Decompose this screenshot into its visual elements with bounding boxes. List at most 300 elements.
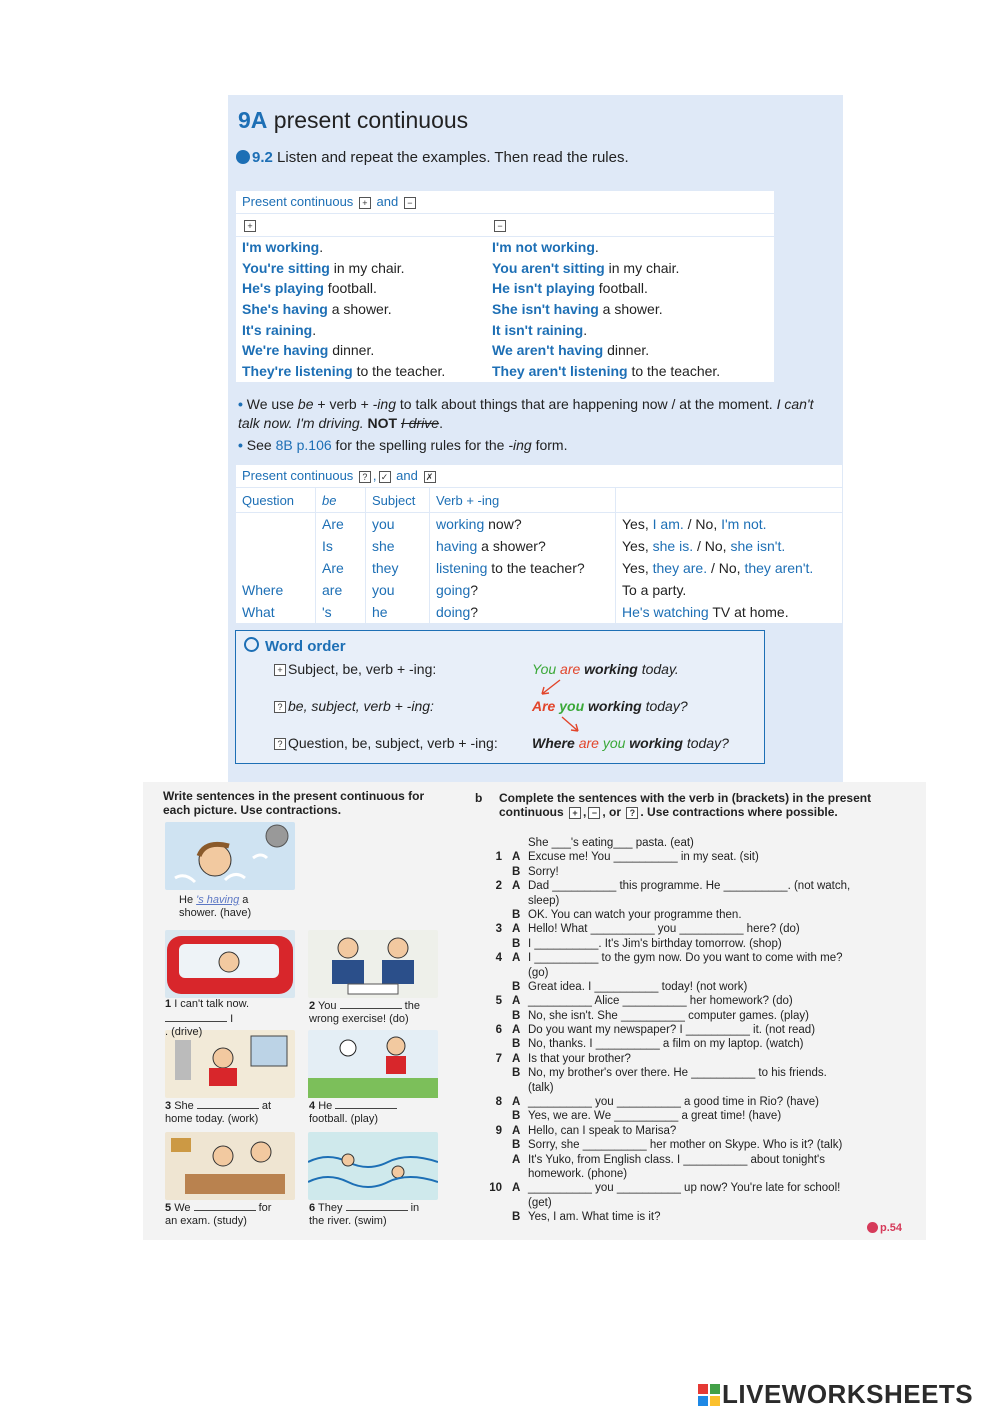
office-illustration: [165, 1030, 295, 1098]
caption-text: the river. (swim): [309, 1215, 387, 1227]
ex-word: you: [602, 735, 626, 751]
caption-text: . (drive): [165, 1026, 203, 1038]
study-illustration: [165, 1132, 295, 1200]
exercise-line: [488, 1210, 913, 1224]
table-header: Present continuous ? , ✓ and ✗: [236, 465, 842, 487]
cell-s: [366, 557, 430, 579]
positive-column: [236, 237, 486, 382]
negative-example: [492, 299, 736, 320]
question-number: 10: [489, 1182, 502, 1195]
plus-box-icon: +: [244, 220, 256, 232]
sign-row: [236, 214, 774, 237]
example-rest: a shower.: [598, 301, 663, 318]
cell-be: [316, 579, 366, 601]
exercise-line: [488, 1037, 913, 1051]
answer-blank[interactable]: [335, 1098, 397, 1109]
audio-ref: 9.2: [252, 149, 273, 166]
answer-blank[interactable]: [165, 1011, 227, 1022]
exercise-line: [488, 1167, 913, 1181]
line-text: Do you want my newspaper? I __________ it. (not read): [528, 1024, 816, 1037]
answer-part: Yes,: [622, 560, 653, 576]
picture-caption-3: [165, 1098, 305, 1126]
example-caption: [179, 894, 289, 920]
answer-part: / No,: [707, 560, 745, 576]
verb-phrase: It isn't raining: [492, 321, 584, 338]
exercise-line: [488, 922, 913, 936]
example-rest: .: [319, 239, 324, 255]
answer-blank[interactable]: [346, 1200, 408, 1211]
line-text: Sorry, she __________ her mother on Skype. Who is it? (talk): [528, 1139, 843, 1152]
instruction-text: , or: [602, 805, 622, 819]
exercise-line: [488, 1138, 913, 1152]
answer-part: I am.: [652, 516, 684, 532]
line-text: No, she isn't. She __________ computer games. (play): [528, 1009, 809, 1022]
question-number: 6: [495, 1024, 502, 1037]
speaker-label: B: [512, 1067, 521, 1080]
cell-s: [366, 513, 430, 536]
speaker-label: B: [512, 1139, 521, 1152]
speaker-label: A: [512, 880, 521, 893]
verb-phrase: We aren't having: [492, 342, 604, 359]
ex-word: are: [578, 735, 599, 751]
negative-example: [492, 361, 736, 382]
word-order-rule-1: [272, 661, 436, 677]
verb-ing: having: [436, 538, 478, 554]
caption-text: a shower. (have): [179, 894, 252, 919]
line-text: OK. You can watch your programme then.: [528, 908, 742, 921]
exercise-line: [488, 1181, 913, 1195]
word-order-example-1: [532, 661, 679, 677]
shower-picture: [165, 822, 295, 890]
table-row: [236, 535, 842, 557]
rule-text: form.: [531, 437, 568, 453]
cell-verb: [430, 513, 616, 536]
question-number: 4: [495, 952, 502, 965]
ex-word: today?: [645, 698, 688, 714]
exercise-letter: b: [475, 791, 483, 805]
positive-example: [242, 258, 486, 279]
cell-be: [316, 601, 366, 623]
cell-be: [316, 513, 366, 536]
cell-s: [366, 601, 430, 623]
cell-answer: [616, 579, 843, 601]
picture-caption-5: [165, 1200, 305, 1228]
positive-example: [242, 299, 486, 320]
exercise-line: [488, 937, 913, 951]
rule-text: Question, be, subject, verb + -ing:: [288, 735, 498, 751]
unit-topic: present continuous: [273, 107, 469, 133]
example-rest: to the teacher.: [627, 363, 721, 380]
cell-text: Is: [322, 538, 333, 554]
example-rest: dinner.: [603, 342, 650, 359]
item-number: 2: [309, 1000, 316, 1012]
ex-word: working: [584, 661, 638, 677]
exercise-line: [488, 836, 913, 850]
plus-box-icon: +: [569, 807, 581, 819]
picture-1: [165, 930, 295, 998]
cell-text: Are: [322, 560, 344, 576]
speaker-label: A: [512, 1124, 521, 1137]
ex-word: Where: [532, 735, 575, 751]
logo-text: LIVEWORKSHEETS: [722, 1379, 974, 1409]
cell-text: you: [372, 582, 395, 598]
picture-caption-1: [165, 998, 305, 1039]
speaker-label: B: [512, 908, 521, 921]
picture-caption-4: [309, 1098, 449, 1126]
line-text: Dad __________ this programme. He __________. (not watch,: [528, 880, 851, 893]
picture-2: [308, 930, 438, 998]
word-order-example-3: [532, 735, 729, 751]
question-number: 2: [495, 880, 502, 893]
exercise-line: [488, 850, 913, 864]
question-box-icon: ?: [274, 701, 286, 713]
speaker-label: B: [512, 1038, 521, 1051]
table-row: [236, 513, 842, 536]
line-text: I __________. It's Jim's birthday tomorrow. (shop): [528, 937, 782, 950]
ex-word: working: [629, 735, 683, 751]
answer-part: He's watching: [622, 604, 709, 620]
instruction-text: Complete the sentences with the verb in (brackets) in the present continuous: [499, 791, 872, 819]
positive-negative-table: [236, 191, 774, 382]
word-order-rule-3: [272, 735, 498, 751]
speaker-label: A: [512, 995, 521, 1008]
example-rest: .: [594, 239, 599, 255]
exercise-line: [488, 951, 913, 965]
caption-text: wrong exercise! (do): [309, 1013, 409, 1025]
rule-not: NOT: [367, 415, 398, 431]
cell-be: [316, 557, 366, 579]
cell-answer: [616, 535, 843, 557]
exercise-line: [488, 994, 913, 1008]
football-illustration: [308, 1030, 438, 1098]
line-text: homework. (phone): [528, 1167, 628, 1180]
answer-part: Yes,: [622, 538, 653, 554]
table-row: [236, 557, 842, 579]
cell-text: What: [242, 604, 275, 620]
negative-example: [492, 340, 736, 361]
plus-box-icon: +: [274, 664, 286, 676]
line-text: Hello, can I speak to Marisa?: [528, 1124, 677, 1137]
question-box-icon: ?: [274, 738, 286, 750]
caption-text: at: [261, 1100, 272, 1112]
exercise-panel: [143, 782, 926, 1240]
rule-text: be: [297, 396, 314, 412]
minus-box-icon: −: [494, 220, 506, 232]
students-illustration: [308, 930, 438, 998]
example-rest: in my chair.: [604, 259, 680, 276]
speaker-label: A: [512, 1182, 521, 1195]
speaker-label: A: [512, 923, 521, 936]
line-text: (talk): [528, 1081, 554, 1094]
rule-text: for the spelling rules for the: [331, 437, 509, 453]
page-reference-badge[interactable]: [867, 1222, 902, 1234]
word-order-title-text: Word order: [265, 638, 346, 655]
exercise-line: [488, 879, 913, 893]
verb-ing: going: [436, 582, 471, 598]
caption-text: for: [258, 1202, 272, 1214]
cell-verb: [430, 535, 616, 557]
arrow-left-icon: [867, 1222, 878, 1233]
question-number: 3: [495, 923, 502, 936]
caption-text: an exam. (study): [165, 1215, 247, 1227]
rule-text: + verb +: [313, 396, 373, 412]
line-text: I __________ to the gym now. Do you want to come with me?: [528, 952, 843, 965]
verb-rest: a shower?: [477, 538, 546, 554]
liveworksheets-logo: [698, 1379, 973, 1410]
verb-phrase: It's raining: [242, 321, 313, 338]
grammar-panel: [228, 95, 843, 785]
line-text: __________ Alice __________ her homework? (do): [528, 995, 793, 1008]
cell-q: [236, 601, 316, 623]
minus-box-icon: −: [404, 197, 416, 209]
speaker-label: A: [512, 1052, 521, 1065]
line-text: Yes, we are. We __________ a great time! (have): [528, 1110, 782, 1123]
caption-text: He: [318, 1100, 333, 1112]
answer-blank[interactable]: [194, 1200, 256, 1211]
page-reference-link[interactable]: 8B p.106: [275, 437, 332, 453]
cell-answer: [616, 513, 843, 536]
header-and: and: [376, 194, 399, 209]
col-subject: Subject: [366, 488, 430, 513]
col-be: be: [316, 488, 366, 513]
instruction-text: Listen and repeat the examples. Then read the rules.: [277, 149, 629, 166]
cell-text: she: [372, 538, 395, 554]
word-order-box: [235, 630, 765, 764]
logo-icon: [698, 1384, 720, 1406]
word-order-title: [244, 637, 346, 655]
word-order-rule-2: [272, 698, 434, 714]
cross-box-icon: ✗: [424, 471, 436, 483]
example-rest: to the teacher.: [352, 363, 446, 380]
rule-text: See: [246, 437, 276, 453]
item-number: 6: [309, 1202, 316, 1214]
speaker-label: A: [512, 1153, 521, 1166]
negative-example: [492, 278, 736, 299]
line-text: Great idea. I __________ today! (not work): [528, 980, 748, 993]
plus-box-icon: +: [359, 197, 371, 209]
bullet-icon: •: [238, 437, 243, 453]
cell-verb: [430, 557, 616, 579]
line-text: It's Yuko, from English class. I __________ about tonight's: [528, 1153, 825, 1166]
negative-example: [492, 320, 736, 341]
exercise-b-instruction: Complete the sentences with the verb in (brackets) in the present continuous + , − , or ? . Use contractions where possible.: [499, 791, 872, 819]
exercise-line: [488, 1124, 913, 1138]
exercise-line: [488, 1081, 913, 1095]
exercise-line: [488, 865, 913, 879]
verb-phrase: I'm working: [242, 239, 320, 255]
line-text: No, my brother's over there. He __________ to his friends.: [528, 1067, 827, 1080]
speaker-label: A: [512, 952, 521, 965]
cell-q: [236, 535, 316, 557]
picture-caption-6: [309, 1200, 449, 1228]
ex-word: Are: [532, 698, 556, 714]
line-text: (get): [528, 1196, 552, 1209]
rule-text: to talk about things that are happening now / at the moment.: [396, 396, 777, 412]
answer-part: / No,: [683, 516, 722, 532]
rules: [238, 395, 828, 455]
question-table: [236, 465, 842, 623]
exercise-a-instruction: [163, 789, 453, 817]
arrow-icon: [536, 678, 566, 698]
cell-text: 's: [322, 604, 332, 620]
negative-sign-cell: [486, 214, 736, 236]
answer-part: Yes,: [622, 516, 653, 532]
verb-rest: ?: [470, 582, 479, 598]
word-order-example-2: [532, 698, 688, 714]
example-rest: football.: [594, 280, 648, 297]
negative-column: [486, 237, 736, 382]
swim-illustration: [308, 1132, 438, 1200]
exercise-line: [488, 966, 913, 980]
speaker-label: B: [512, 1211, 521, 1224]
car-illustration: [165, 930, 295, 998]
cell-answer: [616, 601, 843, 623]
question-number: 5: [495, 995, 502, 1008]
line-text: Sorry!: [528, 865, 559, 878]
cell-text: Are: [322, 516, 344, 532]
exercise-line: [488, 1153, 913, 1167]
cell-answer: [616, 557, 843, 579]
cell-be: [316, 535, 366, 557]
ex-word: you: [559, 698, 585, 714]
verb-phrase: She isn't having: [492, 301, 599, 318]
verb-phrase: He isn't playing: [492, 280, 595, 297]
table-row: [236, 601, 842, 623]
table-header: [236, 191, 774, 214]
page-ref-text: p.54: [880, 1222, 903, 1234]
minus-box-icon: −: [588, 807, 600, 819]
caption-text: football. (play): [309, 1113, 379, 1125]
answer-part: they aren't.: [744, 560, 814, 576]
question-number: 8: [495, 1096, 502, 1109]
picture-5: [165, 1132, 295, 1200]
verb-rest: ?: [470, 604, 479, 620]
line-text: Yes, I am. What time is it?: [528, 1211, 661, 1224]
positive-example: [242, 361, 486, 382]
rule-1: • We use be + verb + -ing to talk about things that are happening now / at the moment. I can't talk now. I'm driving. NOT I drive.: [238, 396, 814, 431]
verb-ing: listening: [436, 560, 488, 576]
positive-example: [242, 320, 486, 341]
audio-icon[interactable]: [236, 150, 250, 164]
caption-text: He: [179, 894, 197, 906]
answer-part: TV at home.: [708, 604, 789, 620]
item-number: 4: [309, 1100, 316, 1112]
positive-example: [242, 278, 486, 299]
question-number: 1: [495, 851, 502, 864]
item-number: 1: [165, 998, 172, 1010]
caption-text: in: [410, 1202, 420, 1214]
answer-blank[interactable]: [340, 998, 402, 1009]
positive-example: [242, 237, 486, 258]
line-text: Hello! What __________ you __________ here? (do): [528, 923, 800, 936]
caption-text: I can't talk now.: [174, 998, 250, 1010]
line-text: No, thanks. I __________ a film on my laptop. (watch): [528, 1038, 804, 1051]
picture-4: [308, 1030, 438, 1098]
speaker-label: B: [512, 865, 521, 878]
question-number: 9: [495, 1124, 502, 1137]
table-header-label: Present continuous: [242, 468, 354, 483]
line-text: __________ you __________ up now? You're late for school!: [528, 1182, 841, 1195]
speaker-label: A: [512, 1096, 521, 1109]
verb-phrase: You aren't sitting: [492, 259, 605, 276]
verb-phrase: We're having: [242, 342, 329, 359]
example-rest: .: [312, 321, 317, 338]
verb-ing: doing: [436, 604, 471, 620]
caption-text: I: [230, 1013, 234, 1025]
unit-title: [238, 107, 468, 134]
rule-example: I can't talk now. I'm driving.: [238, 396, 814, 431]
verb-phrase: They're listening: [242, 363, 353, 380]
ex-word: today?: [686, 735, 729, 751]
line-text: (go): [528, 966, 549, 979]
speaker-label: B: [512, 1110, 521, 1123]
col-answer: [616, 488, 843, 513]
line-text: sleep): [528, 894, 560, 907]
line-text: She ___'s eating___ pasta. (eat): [528, 837, 694, 849]
answer-part: they are.: [652, 560, 708, 576]
caption-text: She: [174, 1100, 194, 1112]
instruction-text: . Use contractions where possible.: [640, 805, 838, 819]
answer-part: I'm not.: [721, 516, 767, 532]
speaker-label: A: [512, 1024, 521, 1037]
positive-example: [242, 340, 486, 361]
rule-2: [238, 436, 828, 455]
table-row: [236, 579, 842, 601]
example-rest: in my chair.: [329, 259, 405, 276]
example-answer: 's having: [196, 894, 240, 906]
picture-3: [165, 1030, 295, 1098]
verb-rest: to the teacher?: [487, 560, 585, 576]
verb-phrase: I'm not working: [492, 239, 595, 255]
verb-ing: working: [436, 516, 485, 532]
caption-text: We: [174, 1202, 191, 1214]
ex-word: working: [588, 698, 642, 714]
exercise-line: [488, 1109, 913, 1123]
question-box-icon: ?: [359, 471, 371, 483]
cell-text: you: [372, 516, 395, 532]
picture-6: [308, 1132, 438, 1200]
arrow-icon: [558, 715, 588, 735]
caption-text: They: [317, 1202, 343, 1214]
verb-rest: now?: [484, 516, 522, 532]
cell-text: they: [372, 560, 399, 576]
cell-s: [366, 535, 430, 557]
negative-example: [492, 258, 736, 279]
col-verb: Verb + -ing: [430, 488, 616, 513]
cell-q: [236, 557, 316, 579]
unit-number: 9A: [238, 107, 268, 133]
ex-word: today.: [641, 661, 679, 677]
ex-word: You: [532, 661, 557, 677]
cell-q: [236, 579, 316, 601]
answer-blank[interactable]: [197, 1098, 259, 1109]
positive-sign-cell: [236, 214, 486, 236]
line-text: Is that your brother?: [528, 1052, 631, 1065]
ex-word: are: [560, 661, 581, 677]
exercise-b-list: [488, 836, 913, 1225]
line-text: Excuse me! You __________ in my seat. (sit): [528, 851, 759, 864]
answer-part: she is.: [652, 538, 694, 554]
rule-text: Subject, be, verb + -ing:: [288, 661, 437, 677]
negative-example: [492, 237, 736, 258]
instruction-text: Write sentences in the present continuous for each picture. Use contractions.: [163, 789, 425, 817]
cell-text: Where: [242, 582, 284, 598]
speaker-label: A: [512, 851, 521, 864]
tick-box-icon: ✓: [379, 471, 391, 483]
speaker-label: B: [512, 937, 521, 950]
picture-caption-2: [309, 998, 449, 1026]
caption-text: You: [317, 1000, 337, 1012]
